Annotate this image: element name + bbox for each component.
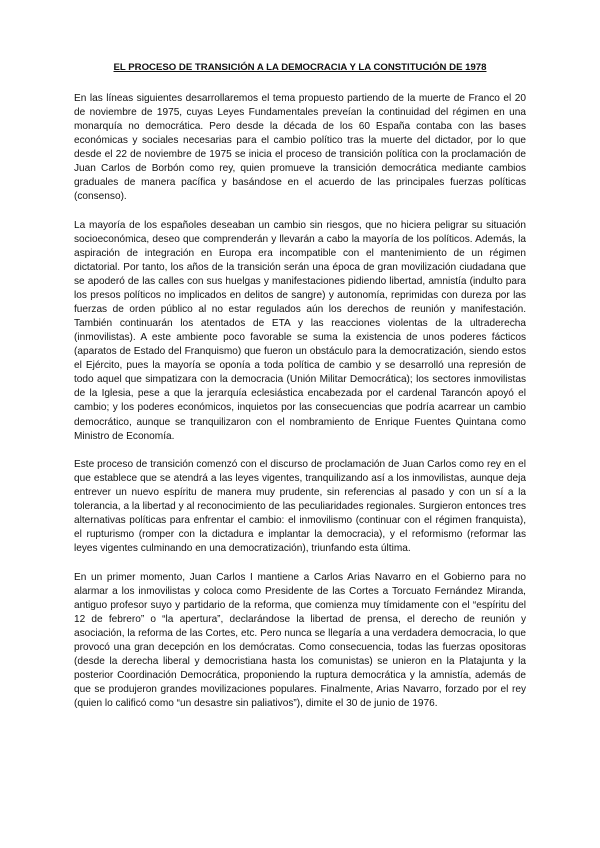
paragraph-arias-navarro: En un primer momento, Juan Carlos I mantiene a Carlos Arias Navarro en el Gobierno para no alarmar a los inmovilistas y coloca como Presidente de las Cortes a Torcuato Fernández Miranda, antiguo profesor suyo y partidario de la reforma, que comienza muy tímidamente con el “espíritu del 12 de febrero” o “la apertura”, declarándose la libertad de prensa, el derecho de reunión y asociación, la reforma de las Cortes, etc. Pero nunca se llegaría a una verdadera democracia, lo que provocó una gran decepción en los demócratas. Como consecuencia, todas las fuerzas opositoras (desde la derecha liberal y democristiana hasta los comunistas) se unieron en la Platajunta y la posterior Coordinación Democrática, proponiendo la ruptura democrática y la amnistía, además de que se produjeron grandes movilizaciones populares. Finalmente, Arias Navarro, forzado por el rey (quien lo calificó como “un desastre sin paliativos”), dimite el 30 de junio de 1976. (74, 571, 526, 710)
paragraph-alternatives: Este proceso de transición comenzó con el discurso de proclamación de Juan Carlos como rey en el que establece que se atendrá a las leyes vigentes, tranquilizando así a los inmovilistas, aunque deja entrever un nuevo espíritu de manera muy prudente, sin referencias al pasado y con un sí a la tolerancia, a la libertad y al reconocimiento de las peculiaridades regionales. Surgieron entonces tres alternativas políticas para enfrentar el cambio: el inmovilismo (continuar con el régimen franquista), el rupturismo (romper con la dictadura e implantar la democracia), y el reformismo (reformar las leyes vigentes culminando en una democratización), triunfando esta última. (74, 459, 526, 555)
document-title: EL PROCESO DE TRANSICIÓN A LA DEMOCRACIA Y LA CONSTITUCIÓN DE 1978 (113, 62, 487, 73)
document-page (74, 62, 526, 726)
paragraph-context: La mayoría de los españoles deseaban un cambio sin riesgos, que no hiciera peligrar su situación socioeconómica, deseo que comprenderán y llevarán a cabo la mayoría de los políticos. Además, la aspiración de integración en Europa era incompatible con el mantenimiento de un régimen dictatorial. Por tanto, los años de la transición serán una época de gran movilización ciudadana que se apoderó de las calles con sus huelgas y manifestaciones pidiendo libertad, amnistía (indulto para los presos políticos no implicados en delitos de sangre) y autonomía, reprimidas con dureza por las fuerzas de orden público al no estar regulados aún los derechos de reunión y manifestación. También continuarán los atentados de ETA y las reacciones violentas de la ultraderecha (inmovilistas). A este ambiente poco favorable se suma la existencia de unos poderes fácticos (aparatos de Estado del Franquismo) que fueron un obstáculo para la democratización, siendo estos el Ejército, pues la mayoría se oponía a toda política de cambio y se desarrolló una represión de todo aquel que simpatizara con la democracia (Unión Militar Democrática); los sectores inmovilistas de la Iglesia, pese a que la jerarquía eclesiástica encabezada por el cardenal Tarancón apoyó el cambio; y los poderes económicos, inquietos por las consecuencias que podría acarrear un cambio democrático, aunque se tranquilizaron con el nombramiento de Enrique Fuentes Quintana como Ministro de Economía. (74, 219, 526, 442)
paragraph-intro: En las líneas siguientes desarrollaremos el tema propuesto partiendo de la muerte de Franco el 20 de noviembre de 1975, cuyas Leyes Fundamentales preveían la continuidad del régimen en una monarquía no democrática. Pero desde la década de los 60 España contaba con las bases económicas y sociales necesarias para el cambio político tras la muerte del dictador, por lo que desde el 22 de noviembre de 1975 se inicia el proceso de transición política con la proclamación de Juan Carlos de Borbón como rey, quien promueve la transición democrática mediante cambios graduales de manera pacífica y basándose en el acuerdo de las principales fuerzas políticas (consenso). (74, 93, 526, 203)
